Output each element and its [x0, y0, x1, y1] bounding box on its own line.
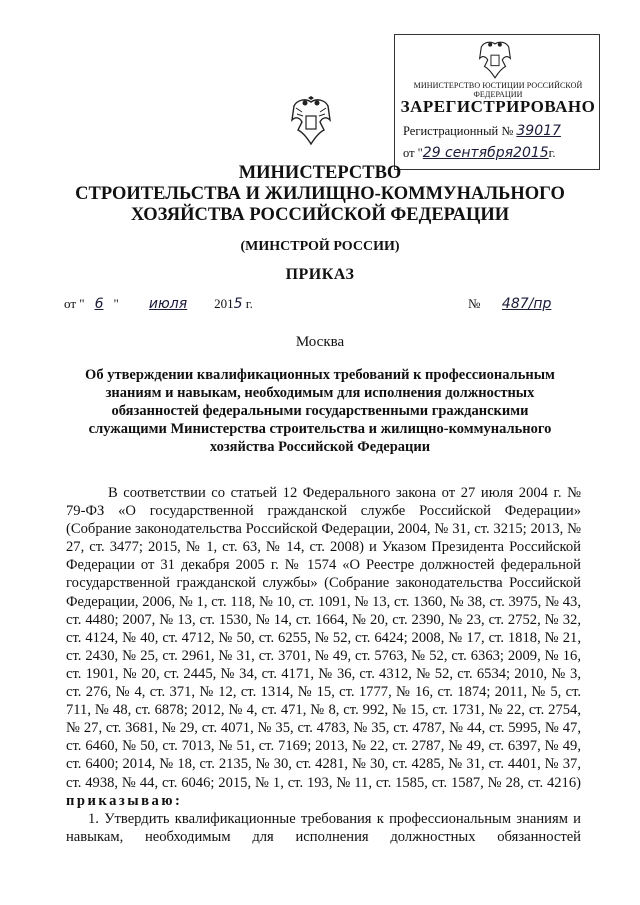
stamp-ministry-name: МИНИСТЕРСТВО ЮСТИЦИИ РОССИЙСКОЙ ФЕДЕРАЦИИ	[413, 81, 583, 99]
order-month: июля	[148, 296, 188, 312]
order-number	[468, 296, 570, 312]
heading-line1: Об утверждении квалификационных требований к профессиональным	[85, 367, 555, 383]
stamp-date-prefix: от "	[403, 146, 423, 160]
body-paragraph-2: 1. Утвердить квалификационные требования к профессиональным знаниям и навыкам, необходимым для исполнения должностных обязанностей	[66, 810, 581, 845]
order-year-digit: 5	[233, 296, 243, 312]
order-number-label: №	[468, 296, 481, 311]
heading-line5: хозяйства Российской Федерации	[209, 439, 431, 455]
ministry-name-line2: СТРОИТЕЛЬСТВА И ЖИЛИЩНО-КОММУНАЛЬНОГО	[75, 184, 565, 204]
stamp-date-suffix: г.	[548, 146, 556, 160]
command-word: приказываю:	[66, 792, 183, 809]
document-body	[66, 484, 581, 846]
document-type: ПРИКАЗ	[285, 266, 355, 283]
stamp-reg-label: Регистрационный №	[403, 124, 514, 138]
ministry-name-line1: МИНИСТЕРСТВО	[238, 163, 402, 183]
stamp-date-handwritten: 29 сентября	[422, 145, 514, 161]
stamp-date-row	[403, 145, 556, 161]
heading-line2: знаниям и навыкам, необходимым для исполнения должностных	[105, 385, 535, 401]
ministry-name-line3: ХОЗЯЙСТВА РОССИЙСКОЙ ФЕДЕРАЦИИ	[130, 205, 510, 225]
stamp-date-year: 2015	[513, 145, 549, 161]
coat-of-arms-icon	[288, 96, 334, 148]
heading-line4: служащими Министерства строительства и жилищно-коммунального	[88, 421, 552, 437]
stamp-coat-of-arms-icon	[475, 39, 515, 81]
city: Москва	[295, 334, 345, 350]
order-day: 6	[94, 296, 104, 312]
registration-stamp	[394, 34, 600, 170]
ministry-short-name: (МИНСТРОЙ РОССИИ)	[240, 239, 400, 254]
order-date-prefix: от "	[64, 296, 85, 311]
order-year-suffix: г.	[242, 296, 253, 311]
document-heading	[70, 366, 570, 456]
body-paragraph-1	[66, 484, 581, 810]
order-date: от " 6 " июля 2015 г.	[64, 296, 253, 312]
stamp-registered-label: ЗАРЕГИСТРИРОВАНО	[400, 97, 596, 116]
stamp-registration-row	[403, 123, 561, 139]
order-year-prefix: 201	[214, 296, 234, 311]
paragraph-1-text: В соответствии со статьей 12 Федерального закона от 27 июля 2004 г. № 79-ФЗ «О государственной гражданской службе Российской Федерации» (Собрание законодательства Российской Федерации, 2004, № 31, ст. 3215; 2013, № 27, ст. 3477; 2015, № 1, ст. 63, № 14, ст. 2008) и Указом Президента Российской Федерации от 31 декабря 2005 г. № 1574 «О Реестре должностей федеральной государственной гражданской службы» (Собрание законодательства Российской Федерации, 2006, № 1, ст. 118, № 10, ст. 1091, № 13, ст. 1360, № 38, ст. 3975, № 43, ст. 4480; 2007, № 13, ст. 1530, № 14, ст. 1664, № 20, ст. 2390, № 23, ст. 2752, № 32, ст. 4124, № 40, ст. 4712, № 50, ст. 6255, № 52, ст. 6424; 2008, № 17, ст. 1818, № 21, ст. 2430, № 25, ст. 2961, № 31, ст. 3701, № 49, ст. 5763, № 52, ст. 6363; 2009, № 16, ст. 1901, № 20, ст. 2445, № 34, ст. 4171, № 36, ст. 4312, № 52, ст. 6534; 2010, № 3, ст. 276, № 4, ст. 371, № 12, ст. 1314, № 15, ст. 1777, № 16, ст. 1874; 2011, № 5, ст. 711, № 48, ст. 6878; 2012, № 4, ст. 471, № 8, ст. 992, № 15, ст. 1731, № 22, ст. 2754, № 27, ст. 3681, № 29, ст. 4071, № 35, ст. 4783, № 35, ст. 4787, № 44, ст. 5995, № 47, ст. 6460, № 50, ст. 7013, № 51, ст. 7169; 2013, № 22, ст. 2787, № 49, ст. 6397, № 49, ст. 6400; 2014, № 18, ст. 2135, № 30, ст. 4281, № 30, ст. 4285, № 31, ст. 4401, № 37, ст. 4938, № 44, ст. 6046; 2015, № 1, ст. 193, № 11, ст. 1585, ст. 1587, № 28, ст. 4216)	[66, 485, 581, 791]
stamp-reg-number: 39017	[516, 123, 561, 139]
order-number-value: 487/пр	[501, 296, 552, 312]
heading-line3: обязанностей федеральными государственными гражданскими	[111, 403, 529, 419]
